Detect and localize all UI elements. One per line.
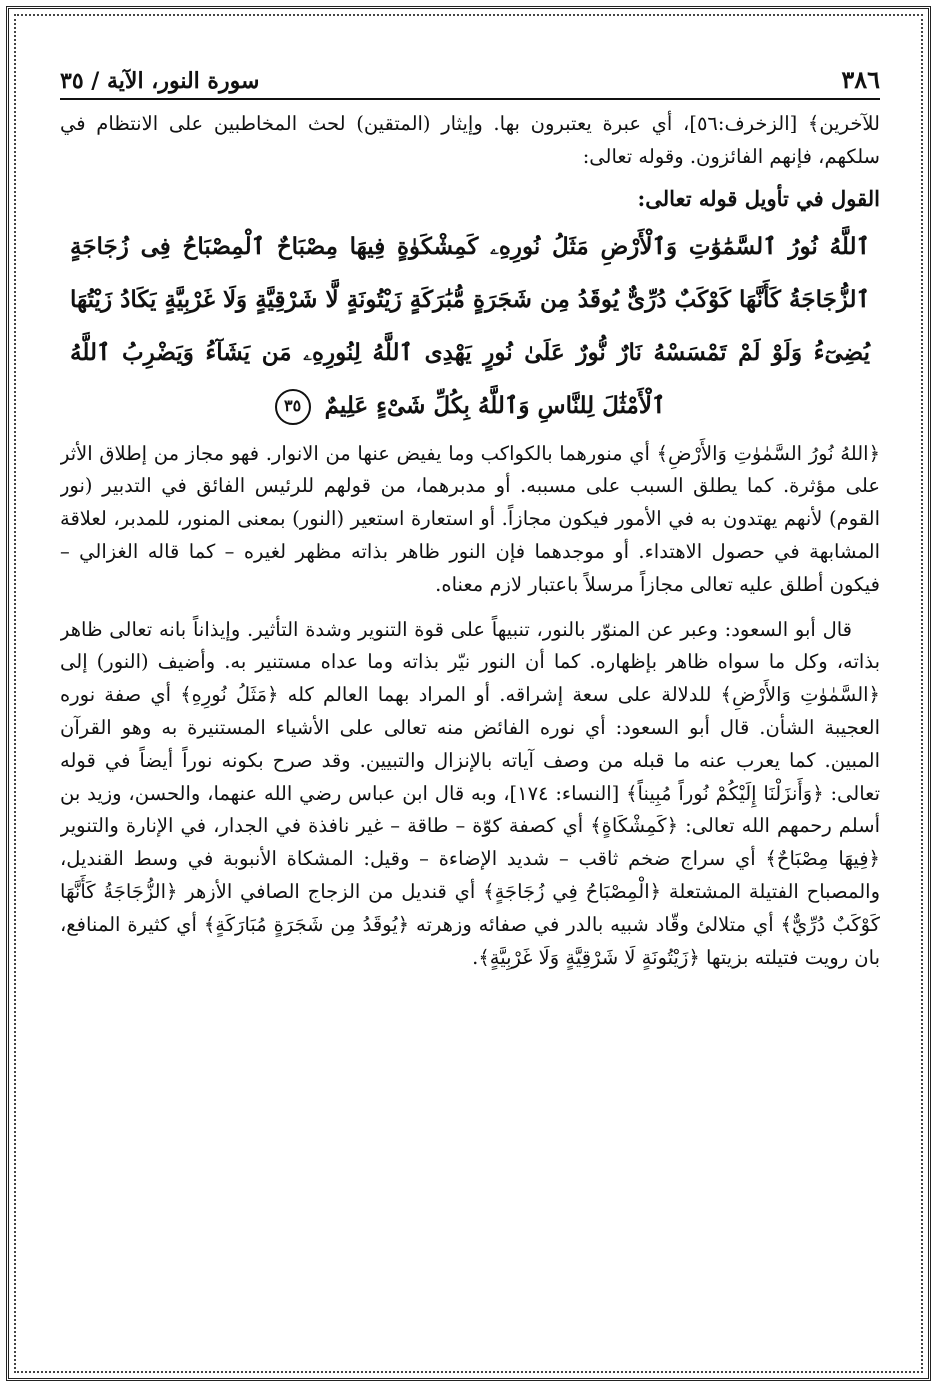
intro-text: للآخرين﴾ [الزخرف:٥٦]، أي عبرة يعتبرون بها. وإيثار (المتقين) لحث المخاطبين على الانتظام في سلكهم، فإنهم الفائزون. وقوله تعالى: xyxy=(60,112,880,168)
quran-verse xyxy=(60,220,880,432)
verse-number-badge: ٣٥ xyxy=(275,389,311,425)
section-heading: القول في تأويل قوله تعالى: xyxy=(637,185,880,211)
commentary-paragraph-1: ﴿اللهُ نُورُ السَّمٰوٰتِ وَالأَرْضِ﴾ أي منورهما بالكواكب وما يفيض عنها من الانوار. فهو مجاز من إطلاق الأثر على مؤثرة. كما يطلق السبب على مسببه. أو مدبرهما، من قولهم للرئيس الفائق في التدبير (نور القوم) لأنهم يهتدون به في الأمور فيكون مجازاً. أو استعارة استعير (النور) بمعنى المنور، للمدبر، لعلاقة المشابهة في حصول الاهتداء. أو موجدهما فإن النور ظاهر بذاته مظهر لغيره – كما قاله الغزالي – فيكون أطلق عليه تعالى مجازاً مرسلاً باعتبار لازم معناه. xyxy=(60,441,880,596)
commentary-paragraph-2: قال أبو السعود: وعبر عن المنوّر بالنور، تنبيهاً على قوة التنوير وشدة التأثير. وإيذاناً بانه تعالى ظاهر بذاته، وكل ما سواه ظاهر بإظهاره. كما أن النور نيّر بذاته وما عداه مستنير به. وأضيف (النور) إلى ﴿السَّمٰوٰتِ وَالأَرْضِ﴾ للدلالة على سعة إشراقه. أو المراد بهما العالم كله ﴿مَثَلُ نُورِهِ﴾ أي صفة نوره العجيبة الشأن. قال أبو السعود: أي نوره الفائض منه تعالى على الأشياء المستنيرة به وهو القرآن المبين. كما يعرب عنه ما قبله من وصف آياته بالإنزال والتبيين. وقد صرح بكونه نوراً أيضاً في قوله تعالى: ﴿وَأَنزَلْنَا إِلَيْكُمْ نُوراً مُبِيناً﴾ [النساء: ١٧٤]، وبه قال ابن عباس رضي الله عنهما، والحسن، وزيد بن أسلم رحمهم الله تعالى: ﴿كَمِشْكَاةٍ﴾ أي كصفة كوّة – طاقة – غير نافذة في الجدار، في الإنارة والتنوير ﴿فِيهَا مِصْبَاحٌ﴾ أي سراج ضخم ثاقب – شديد الإضاءة – وقيل: المشكاة الأنبوبة في وسط القنديل، والمصباح الفتيلة المشتعلة ﴿الْمِصْبَاحُ فِي زُجَاجَةٍ﴾ أي قنديل من الزجاج الصافي الأزهر ﴿الزُّجَاجَةُ كَأَنَّهَا كَوْكَبٌ دُرِّيٌّ﴾ أي متلالئ وقّاد شبيه بالدر في صفائه وزهرته ﴿يُوقَدُ مِن شَجَرَةٍ مُبَارَكَةٍ﴾ أي كثيرة المنافع، بان رويت فتيلته بزيتها ﴿زَيْتُونَةٍ لَا شَرْقِيَّةٍ وَلَا غَرْبِيَّةٍ﴾. xyxy=(60,617,880,969)
page-number: ٣٨٦ xyxy=(841,65,880,94)
page-header xyxy=(60,60,880,100)
page-content xyxy=(60,60,880,1330)
verse-text: ٱللَّهُ نُورُ ٱلسَّمَٰوَٰتِ وَٱلْأَرْضِ مَثَلُ نُورِهِۦ كَمِشْكَوٰةٍ فِيهَا مِصْبَاحٌ ٱلْمِصْبَاحُ فِى زُجَاجَةٍ ٱلزُّجَاجَةُ كَأَنَّهَا كَوْكَبٌ دُرِّىٌّ يُوقَدُ مِن شَجَرَةٍ مُّبَٰرَكَةٍ زَيْتُونَةٍ لَّا شَرْقِيَّةٍ وَلَا غَرْبِيَّةٍ يَكَادُ زَيْتُهَا يُضِىٓءُ وَلَوْ لَمْ تَمْسَسْهُ نَارٌ نُّورٌ عَلَىٰ نُورٍ يَهْدِى ٱللَّهُ لِنُورِهِۦ مَن يَشَآءُ وَيَضْرِبُ ٱللَّهُ ٱلْأَمْثَٰلَ لِلنَّاسِ وَٱللَّهُ بِكُلِّ شَىْءٍ عَلِيمٌ xyxy=(70,232,870,419)
surah-title: سورة النور، الآية / ٣٥ xyxy=(60,68,260,94)
